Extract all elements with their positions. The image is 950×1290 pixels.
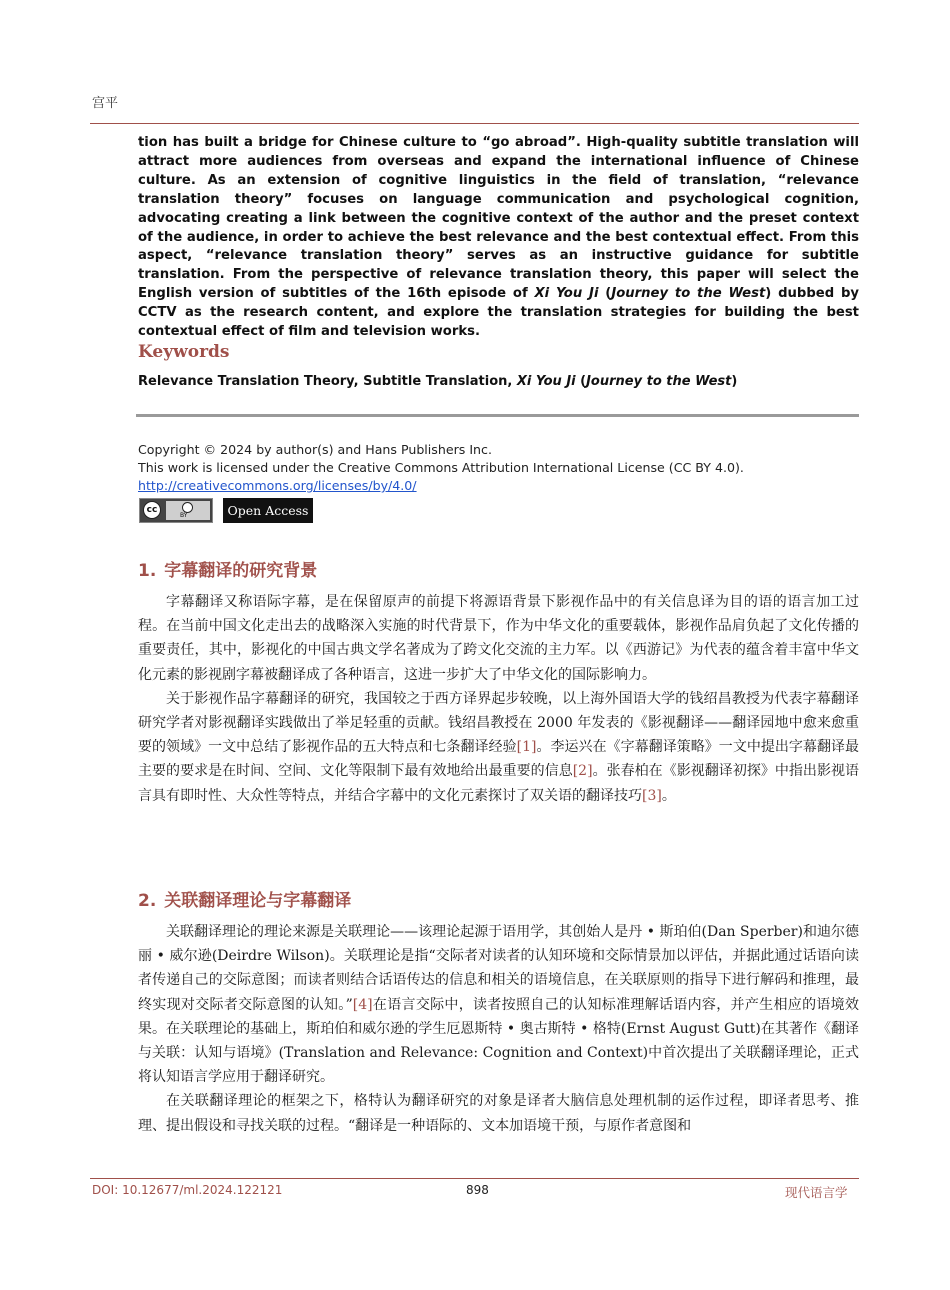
section-1-heading <box>138 556 317 581</box>
footer-doi: DOI: 10.12677/ml.2024.122121 <box>92 1183 283 1197</box>
keywords-divider <box>136 414 859 417</box>
s1p2-text-a: 关于影视作品字幕翻译的研究，我国较之于西方译界起步较晚，以上海外国语大学的钱绍昌教授为代表字幕翻译研究学者对影视翻译实践做出了举足轻重的贡献。钱绍昌教授在 2000 年发表的《影视翻译——翻译园地中愈来愈重要的领域》一文中总结了影视作品的五大特点和七条翻译经验 <box>138 690 859 756</box>
header-divider <box>90 123 859 124</box>
by-block <box>166 501 210 520</box>
section-1-number: 1. <box>138 561 157 581</box>
by-label: BY <box>180 512 188 519</box>
section-2-heading <box>138 886 351 911</box>
citation-1-link[interactable]: [1] <box>516 739 537 756</box>
running-header-author: 宫平 <box>92 96 119 111</box>
section-1-paragraph-2 <box>138 687 859 808</box>
journal-name: 现代语言学 <box>785 1185 848 1200</box>
section-2-title: 关联翻译理论与字幕翻译 <box>164 891 352 911</box>
section-2-number: 2. <box>138 891 157 911</box>
s2p1-text-a: 关联翻译理论的理论来源是关联理论——该理论起源于语用学，其创始人是丹 • 斯珀伯(Dan Sperber)和迪尔德丽 • 威尔逊(Deirdre Wilson)。关联理论是指“交际者对读者的认知环境和交际情景加以评估，并据此通过话语向读者传递自己的交际意图；而读者则结合话语传达的信息和相关的语境信息，在关联原则的指导下进行解码和推理，最终实现对交际者交际意图的认知。” <box>138 924 859 1013</box>
abstract-title-en: Journey to the West <box>611 286 766 302</box>
abstract-part2: ( <box>598 286 612 302</box>
section-2-body <box>138 920 859 1138</box>
license-line: This work is licensed under the Creative Commons Attribution International License (CC BY 4.0). <box>138 460 744 475</box>
keywords-title-en: Journey to the West <box>586 374 732 389</box>
section-1-paragraph-1: 字幕翻译又称语际字幕，是在保留原声的前提下将源语背景下影视作品中的有关信息译为目的语的语言加工过程。在当前中国文化走出去的战略深入实施的时代背景下，作为中华文化的重要载体，影视作品肩负起了文化传播的重要责任，其中，影视化的中国古典文学名著成为了跨文化交流的主力军。以《西游记》为代表的蕴含着丰富中华文化元素的影视剧字幕被翻译成了各种语言，这进一步扩大了中华文化的国际影响力。 <box>138 594 859 683</box>
keywords-title-cn: Xi You Ji <box>516 374 576 389</box>
citation-4-link[interactable]: [4] <box>352 996 373 1013</box>
copyright-block <box>138 441 858 495</box>
keywords-plain: Relevance Translation Theory, Subtitle Translation, <box>138 374 517 389</box>
section-1-title: 字幕翻译的研究背景 <box>164 561 318 581</box>
s1p2-text-b: 。李运兴在《字幕翻译策略》一文中提出字幕翻译最主要的要求是在时间、空间、文化等限制下最有效地给出最重要的信息 <box>138 739 859 780</box>
license-link[interactable]: http://creativecommons.org/licenses/by/4.0/ <box>138 478 417 493</box>
abstract-part1: tion has built a bridge for Chinese culture to “go abroad”. High-quality subtitle translation will attract more audiences from overseas and expand the international influence of Chinese culture. As an extension of cognitive linguistics in the field of translation, “relevance translation theory” focuses on language communication and psychological cognition, advocating creating a link between the cognitive context of the author and the preset context of the audience, in order to achieve the best relevance and the best contextual effect. From this aspect, “relevance translation theory” serves as an instructive guidance for subtitle translation. From the perspective of relevance translation theory, this paper will select the English version of subtitles of the 16th episode of <box>138 135 859 302</box>
section-1-body <box>138 590 859 808</box>
citation-2-link[interactable]: [2] <box>572 763 593 780</box>
abstract-part3: ) dubbed by CCTV as the research content, and explore the translation strategies for building the best contextual effect of film and television works. <box>138 286 860 340</box>
cc-by-badge[interactable] <box>139 498 213 523</box>
copyright-line: Copyright © 2024 by author(s) and Hans Publishers Inc. <box>138 442 492 457</box>
abstract-text <box>138 134 859 342</box>
open-access-badge[interactable]: Open Access <box>223 498 313 523</box>
keywords-list <box>138 374 737 389</box>
section-2-paragraph-1 <box>138 920 859 1089</box>
footer-divider <box>90 1178 859 1179</box>
page-number: 898 <box>466 1183 489 1197</box>
abstract-title-cn: Xi You Ji <box>534 286 599 302</box>
citation-3-link[interactable]: [3] <box>642 787 662 804</box>
s1p2-text-d: 。 <box>661 787 676 804</box>
section-2-paragraph-2: 在关联翻译理论的框架之下，格特认为翻译研究的对象是译者大脑信息处理机制的运作过程，即译者思考、推理、提出假设和寻找关联的过程。“翻译是一种语际的、文本加语境干预，与原作者意图和 <box>138 1093 859 1134</box>
cc-icon: cc <box>143 501 161 519</box>
s2p1-text-b: 在语言交际中，读者按照自己的认知标准理解话语内容，并产生相应的语境效果。在关联理论的基础上，斯珀伯和威尔逊的学生厄恩斯特 • 奥古斯特 • 格特(Ernst August Gutt)在其著作《翻译与关联：认知与语境》(Translation and Relevance: Cognition and Context)中首次提出了关联翻译理论，正式将认知语言学应用于翻译研究。 <box>138 996 859 1086</box>
keywords-paren-close: ) <box>731 374 738 389</box>
keywords-paren-open: ( <box>575 374 587 389</box>
s1p2-text-c: 。张春柏在《影视翻译初探》中指出影视语言具有即时性、大众性等特点，并结合字幕中的文化元素探讨了双关语的翻译技巧 <box>138 763 860 804</box>
keywords-heading: Keywords <box>138 342 230 362</box>
